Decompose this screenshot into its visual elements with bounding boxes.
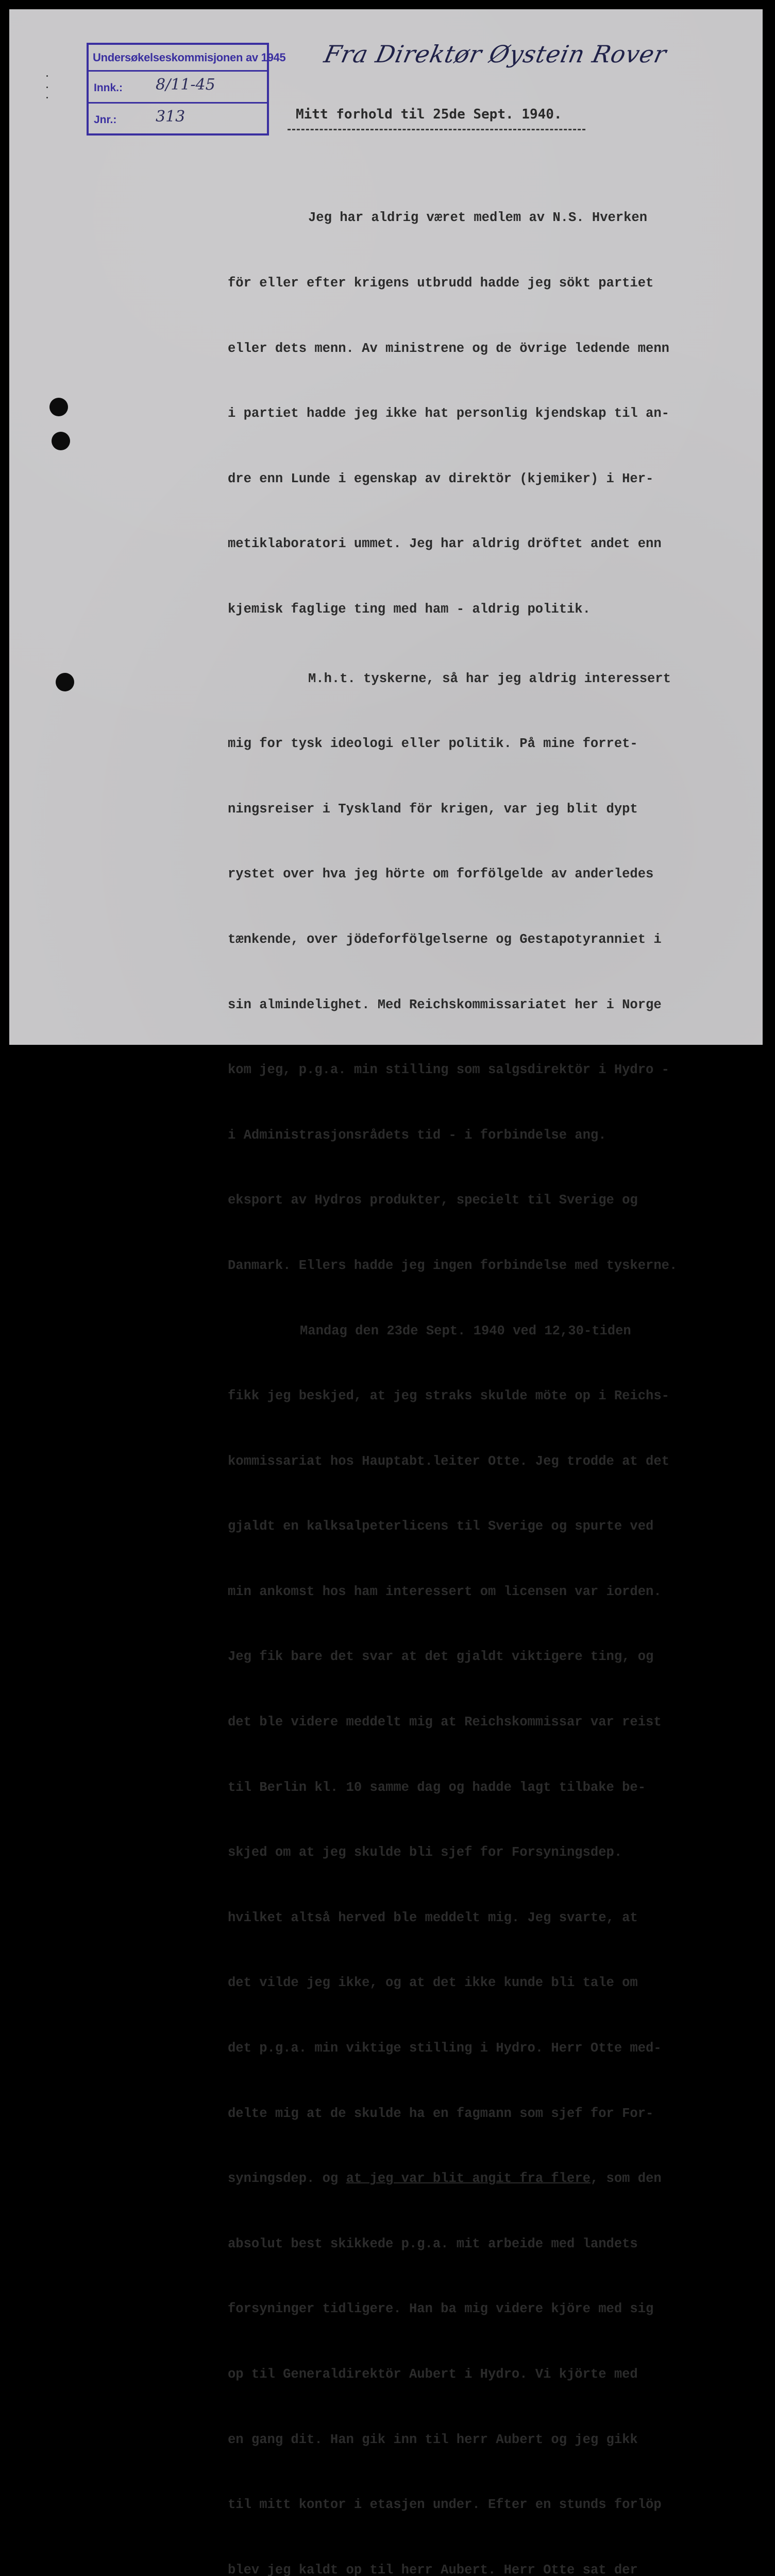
text-line: op til Generaldirektör Aubert i Hydro. Vi kjörte med <box>228 2367 638 2382</box>
text-line: metiklaboratori ummet. Jeg har aldrig dröftet andet enn <box>228 536 662 552</box>
punch-hole <box>56 673 74 691</box>
text-segment: syningsdep. og <box>228 2171 339 2187</box>
text-line: gjaldt en kalksalpeterlicens til Sverige og spurte ved <box>228 1519 654 1534</box>
text-line: forsyninger tidligere. Han ba mig videre kjöre med sig <box>228 2301 654 2317</box>
stamp-title-row <box>89 45 286 72</box>
text-line: det ble videre meddelt mig at Reichskommissar var reist <box>228 1715 662 1730</box>
text-line: M.h.t. tyskerne, så har jeg aldrig interessert <box>308 671 671 686</box>
text-line: för eller efter krigens utbrudd hadde jeg sökt partiet <box>228 276 654 291</box>
margin-mark <box>46 87 48 88</box>
stamp-received-label: Innk.: <box>94 82 123 94</box>
text-line: til Berlin kl. 10 samme dag og hadde lagt tilbake be- <box>228 1780 646 1795</box>
text-line: hvilket altså herved ble meddelt mig. Jeg svarte, at <box>228 1910 638 1925</box>
text-line: en gang dit. Han gik inn til herr Aubert og jeg gikk <box>228 2432 638 2447</box>
paper-sheet <box>9 9 763 2576</box>
text-line: Mandag den 23de Sept. 1940 ved 12,30-tiden <box>300 1323 631 1338</box>
text-line-with-underline <box>228 2168 769 2190</box>
text-line: mig for tysk ideologi eller politik. På mine forret- <box>228 736 638 752</box>
text-line: fikk jeg beskjed, at jeg straks skulde möte op i Reichs- <box>228 1388 669 1404</box>
text-segment: , som den <box>590 2171 662 2187</box>
margin-mark <box>46 75 48 77</box>
stamp-journal-number: 313 <box>156 108 186 126</box>
text-line: til mitt kontor i etasjen under. Efter en stunds forlöp <box>228 2497 662 2513</box>
text-line: kjemisk faglige ting med ham - aldrig politik. <box>228 601 591 617</box>
text-line: Jeg fik bare det svar at det gjaldt viktigere ting, og <box>228 1649 654 1665</box>
text-line: kom jeg, p.g.a. min stilling som salgsdirektör i Hydro - <box>228 1062 669 1078</box>
margin-mark <box>46 97 48 98</box>
text-line: i Administrasjonsrådets tid - i forbindelse ang. <box>228 1127 606 1143</box>
text-line: blev jeg kaldt op til herr Aubert. Herr Otte sat der <box>228 2562 638 2576</box>
text-line: Danmark. Ellers hadde jeg ingen forbindelse med tyskerne. <box>228 1258 678 1273</box>
text-line: delte mig at de skulde ha en fagmann som sjef for For- <box>228 2106 654 2121</box>
text-line: min ankomst hos ham interessert om licensen var iorden. <box>228 1584 662 1599</box>
stamp-received-row <box>89 72 267 104</box>
document-heading: Mitt forhold til 25de Sept. 1940. <box>296 107 562 122</box>
body-text <box>228 164 769 2576</box>
underlined-phrase: at jeg var blit angit fra flere <box>346 2171 591 2187</box>
stamp-received-date: 8/11-45 <box>156 76 215 94</box>
stamp-journal-row <box>89 104 267 135</box>
receipt-stamp <box>87 43 286 135</box>
handwritten-header: Fra Direktør Øystein Rover <box>322 40 669 68</box>
heading-underline <box>288 129 585 130</box>
text-line: eksport av Hydros produkter, specielt til Sverige og <box>228 1193 638 1208</box>
text-line: rystet over hva jeg hörte om forfölgelde av anderledes <box>228 867 654 882</box>
text-line: skjed om at jeg skulde bli sjef for Forsyningsdep. <box>228 1845 622 1860</box>
text-line: ningsreiser i Tyskland för krigen, var jeg blit dypt <box>228 801 638 817</box>
punch-hole <box>49 398 68 416</box>
text-line: absolut best skikkede p.g.a. mit arbeide med landets <box>228 2236 638 2251</box>
stamp-journal-label: Jnr.: <box>94 114 117 126</box>
text-line: det p.g.a. min viktige stilling i Hydro. Herr Otte med- <box>228 2041 662 2056</box>
text-line: kommissariat hos Hauptabt.leiter Otte. Jeg trodde at det <box>228 1453 669 1469</box>
text-line: sin almindelighet. Med Reichskommissariatet her i Norge <box>228 997 662 1012</box>
text-line: tænkende, over jödeforfölgelserne og Gestapotyranniet i <box>228 931 662 947</box>
text-line: det vilde jeg ikke, og at det ikke kunde bli tale om <box>228 1975 638 1991</box>
text-line: i partiet hadde jeg ikke hat personlig kjendskap til an- <box>228 406 669 421</box>
text-line: dre enn Lunde i egenskap av direktör (kjemiker) i Her- <box>228 471 654 486</box>
punch-hole <box>52 432 70 450</box>
stamp-title: Undersøkelseskommisjonen av 1945 <box>93 51 286 64</box>
text-line: eller dets menn. Av ministrene og de övrige ledende menn <box>228 341 669 356</box>
text-line: Jeg har aldrig været medlem av N.S. Hverken <box>308 210 648 226</box>
